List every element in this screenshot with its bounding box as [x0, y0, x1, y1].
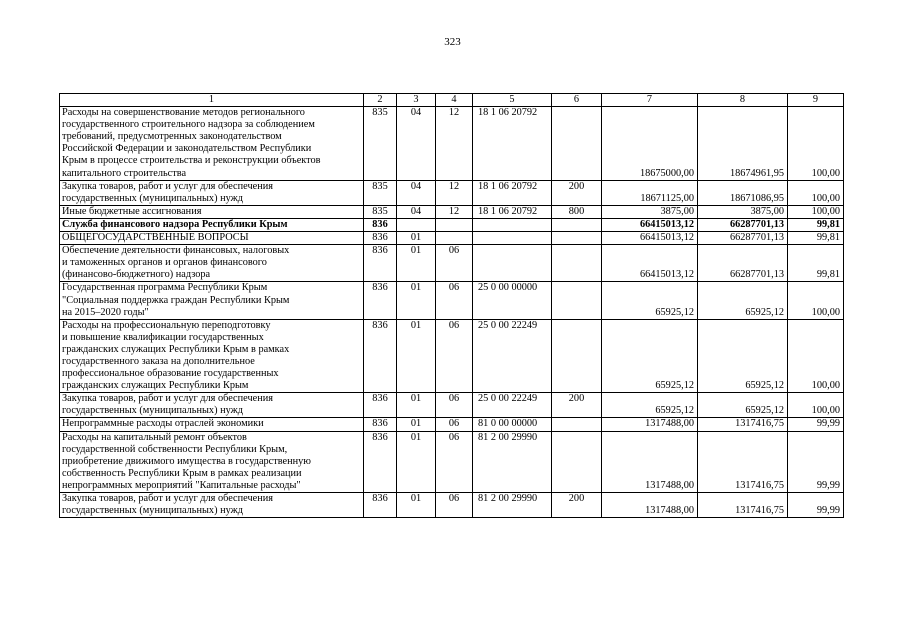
- target-article-cell: 81 2 00 29990: [473, 493, 552, 518]
- expense-name-cell: [60, 493, 364, 518]
- target-article-cell: 81 0 00 00000: [473, 418, 552, 431]
- subsection-code-cell: 06: [436, 245, 473, 282]
- target-article-cell: 25 0 00 22249: [473, 393, 552, 418]
- ministry-code-cell: 836: [364, 393, 397, 418]
- executed-amount-cell: 66287701,13: [698, 245, 788, 282]
- target-article-cell: 18 1 06 20792: [473, 180, 552, 205]
- execution-percent-cell: 99,99: [788, 493, 844, 518]
- expense-name-line: Расходы на капитальный ремонт объектов: [62, 431, 247, 443]
- executed-amount-cell: 1317416,75: [698, 431, 788, 492]
- expense-name-line: Крым в процессе строительства и реконструкции объектов: [62, 155, 321, 167]
- planned-amount-cell: 65925,12: [602, 282, 698, 319]
- expense-name-line: Расходы на совершенствование методов регионального: [62, 107, 305, 119]
- subsection-code-cell: 12: [436, 205, 473, 218]
- target-article-cell: 25 0 00 22249: [473, 319, 552, 393]
- ministry-code-cell: 836: [364, 245, 397, 282]
- expense-name-line: Закупка товаров, работ и услуг для обеспечения: [62, 493, 273, 504]
- expense-name-line: Непрограммные расходы отраслей экономики: [62, 418, 264, 430]
- executed-amount-cell: 66287701,13: [698, 232, 788, 245]
- expense-name-line: государственных (муниципальных) нужд: [62, 192, 243, 204]
- expense-name-cell: [60, 393, 364, 418]
- expense-name-line: Государственная программа Республики Крым: [62, 282, 268, 294]
- subsection-code-cell: 06: [436, 282, 473, 319]
- expense-name-line: ОБЩЕГОСУДАРСТВЕННЫЕ ВОПРОСЫ: [62, 232, 249, 244]
- page-number: 323: [444, 36, 461, 48]
- table-row: [60, 107, 844, 181]
- column-header: 7: [602, 94, 698, 107]
- executed-amount-cell: 1317416,75: [698, 418, 788, 431]
- expense-name-line: Закупка товаров, работ и услуг для обеспечения: [62, 393, 273, 405]
- section-code-cell: [397, 218, 436, 231]
- table-header-row: [60, 94, 844, 107]
- subsection-code-cell: 06: [436, 431, 473, 492]
- expense-name-cell: [60, 319, 364, 393]
- subsection-code-cell: 12: [436, 180, 473, 205]
- executed-amount-cell: 66287701,13: [698, 218, 788, 231]
- table-row: [60, 180, 844, 205]
- ministry-code-cell: 836: [364, 232, 397, 245]
- expense-name-line: государственного строительного надзора за соблюдением: [62, 119, 315, 131]
- column-header: 4: [436, 94, 473, 107]
- expense-name-line: Расходы на профессиональную переподготовку: [62, 319, 271, 331]
- expense-type-cell: [552, 431, 602, 492]
- expense-type-cell: [552, 218, 602, 231]
- expense-type-cell: 200: [552, 180, 602, 205]
- table-row: [60, 205, 844, 218]
- expense-name-line: Российской Федерации и законодательством Республики: [62, 143, 312, 155]
- execution-percent-cell: 100,00: [788, 180, 844, 205]
- subsection-code-cell: 06: [436, 418, 473, 431]
- target-article-cell: [473, 245, 552, 282]
- planned-amount-cell: 65925,12: [602, 319, 698, 393]
- ministry-code-cell: 835: [364, 180, 397, 205]
- expense-name-line: Обеспечение деятельности финансовых, налоговых: [62, 245, 290, 257]
- expense-name-cell: [60, 282, 364, 319]
- execution-percent-cell: 100,00: [788, 319, 844, 393]
- ministry-code-cell: 836: [364, 493, 397, 518]
- column-header: 6: [552, 94, 602, 107]
- table-body: [60, 107, 844, 518]
- expense-type-cell: [552, 232, 602, 245]
- planned-amount-cell: 66415013,12: [602, 232, 698, 245]
- target-article-cell: [473, 232, 552, 245]
- table-row: [60, 418, 844, 431]
- execution-percent-cell: 100,00: [788, 107, 844, 181]
- planned-amount-cell: 3875,00: [602, 205, 698, 218]
- column-header: 5: [473, 94, 552, 107]
- table-row: [60, 245, 844, 282]
- planned-amount-cell: 66415013,12: [602, 245, 698, 282]
- expense-name-line: профессиональное образование государственных: [62, 368, 279, 380]
- table-row: [60, 431, 844, 492]
- expense-name-line: (финансово-бюджетного) надзора: [62, 269, 211, 281]
- ministry-code-cell: 836: [364, 218, 397, 231]
- subsection-code-cell: 12: [436, 107, 473, 181]
- expense-type-cell: [552, 245, 602, 282]
- execution-percent-cell: 99,99: [788, 418, 844, 431]
- column-header: 2: [364, 94, 397, 107]
- expense-name-line: и повышение квалификации государственных: [62, 331, 264, 343]
- expense-type-cell: [552, 418, 602, 431]
- expense-type-cell: [552, 282, 602, 319]
- section-code-cell: 01: [397, 493, 436, 518]
- column-header: 9: [788, 94, 844, 107]
- target-article-cell: 18 1 06 20792: [473, 107, 552, 181]
- table-row: [60, 232, 844, 245]
- column-header: 8: [698, 94, 788, 107]
- section-code-cell: 04: [397, 180, 436, 205]
- table-row: [60, 493, 844, 518]
- expense-name-line: приобретение движимого имущества в государственную: [62, 455, 311, 467]
- ministry-code-cell: 836: [364, 418, 397, 431]
- table-row: [60, 282, 844, 319]
- execution-percent-cell: 100,00: [788, 205, 844, 218]
- ministry-code-cell: 836: [364, 282, 397, 319]
- expense-name-cell: [60, 232, 364, 245]
- expense-name-cell: [60, 418, 364, 431]
- planned-amount-cell: 1317488,00: [602, 493, 698, 518]
- expense-name-line: требований, предусмотренных законодательством: [62, 131, 282, 143]
- expense-name-line: Закупка товаров, работ и услуг для обеспечения: [62, 180, 273, 192]
- section-code-cell: 01: [397, 319, 436, 393]
- section-code-cell: 01: [397, 418, 436, 431]
- ministry-code-cell: 836: [364, 431, 397, 492]
- executed-amount-cell: 65925,12: [698, 282, 788, 319]
- ministry-code-cell: 836: [364, 319, 397, 393]
- expense-type-cell: [552, 319, 602, 393]
- budget-table: [59, 93, 844, 518]
- expense-name-cell: [60, 107, 364, 181]
- ministry-code-cell: 835: [364, 205, 397, 218]
- executed-amount-cell: 65925,12: [698, 319, 788, 393]
- subsection-code-cell: 06: [436, 493, 473, 518]
- expense-name-line: государственных (муниципальных) нужд: [62, 405, 243, 417]
- target-article-cell: 25 0 00 00000: [473, 282, 552, 319]
- expense-name-cell: [60, 205, 364, 218]
- expense-type-cell: [552, 107, 602, 181]
- expense-type-cell: 200: [552, 393, 602, 418]
- execution-percent-cell: 100,00: [788, 393, 844, 418]
- expense-name-line: непрограммных мероприятий "Капитальные расходы": [62, 479, 301, 491]
- executed-amount-cell: 1317416,75: [698, 493, 788, 518]
- expense-name-line: "Социальная поддержка граждан Республики Крым: [62, 294, 290, 306]
- table-row: [60, 393, 844, 418]
- section-code-cell: 01: [397, 282, 436, 319]
- expense-name-line: государственной собственности Республики Крым,: [62, 443, 288, 455]
- subsection-code-cell: 06: [436, 319, 473, 393]
- expense-name-line: капитального строительства: [62, 167, 187, 179]
- section-code-cell: 04: [397, 107, 436, 181]
- executed-amount-cell: 18671086,95: [698, 180, 788, 205]
- expense-name-line: Иные бюджетные ассигнования: [62, 205, 202, 217]
- executed-amount-cell: 3875,00: [698, 205, 788, 218]
- planned-amount-cell: 1317488,00: [602, 431, 698, 492]
- table-row: [60, 218, 844, 231]
- planned-amount-cell: 66415013,12: [602, 218, 698, 231]
- execution-percent-cell: 99,81: [788, 232, 844, 245]
- execution-percent-cell: 99,99: [788, 431, 844, 492]
- planned-amount-cell: 18675000,00: [602, 107, 698, 181]
- execution-percent-cell: 100,00: [788, 282, 844, 319]
- expense-name-line: гражданских служащих Республики Крым: [62, 380, 249, 392]
- expense-name-line: государственных (муниципальных) нужд: [62, 505, 243, 517]
- expense-name-line: гражданских служащих Республики Крым в рамках: [62, 343, 290, 355]
- planned-amount-cell: 18671125,00: [602, 180, 698, 205]
- expense-name-cell: [60, 180, 364, 205]
- section-code-cell: 01: [397, 232, 436, 245]
- subsection-code-cell: 06: [436, 393, 473, 418]
- section-code-cell: 04: [397, 205, 436, 218]
- expense-name-cell: [60, 431, 364, 492]
- table-row: [60, 319, 844, 393]
- executed-amount-cell: 65925,12: [698, 393, 788, 418]
- section-code-cell: 01: [397, 245, 436, 282]
- planned-amount-cell: 1317488,00: [602, 418, 698, 431]
- expense-name-line: государственного заказа на дополнительное: [62, 355, 255, 367]
- expense-type-cell: 800: [552, 205, 602, 218]
- subsection-code-cell: [436, 232, 473, 245]
- expense-name-cell: [60, 218, 364, 231]
- expense-name-line: собственность Республики Крым в рамках реализации: [62, 467, 302, 479]
- expense-name-line: на 2015–2020 годы": [62, 306, 149, 318]
- planned-amount-cell: 65925,12: [602, 393, 698, 418]
- expense-type-cell: 200: [552, 493, 602, 518]
- target-article-cell: 18 1 06 20792: [473, 205, 552, 218]
- section-code-cell: 01: [397, 431, 436, 492]
- execution-percent-cell: 99,81: [788, 218, 844, 231]
- expense-name-line: Служба финансового надзора Республики Крым: [62, 218, 288, 230]
- ministry-code-cell: 835: [364, 107, 397, 181]
- column-header: 3: [397, 94, 436, 107]
- subsection-code-cell: [436, 218, 473, 231]
- executed-amount-cell: 18674961,95: [698, 107, 788, 181]
- execution-percent-cell: 99,81: [788, 245, 844, 282]
- section-code-cell: 01: [397, 393, 436, 418]
- target-article-cell: [473, 218, 552, 231]
- target-article-cell: 81 2 00 29990: [473, 431, 552, 492]
- expense-name-cell: [60, 245, 364, 282]
- expense-name-line: и таможенных органов и органов финансового: [62, 257, 267, 269]
- column-header: 1: [60, 94, 364, 107]
